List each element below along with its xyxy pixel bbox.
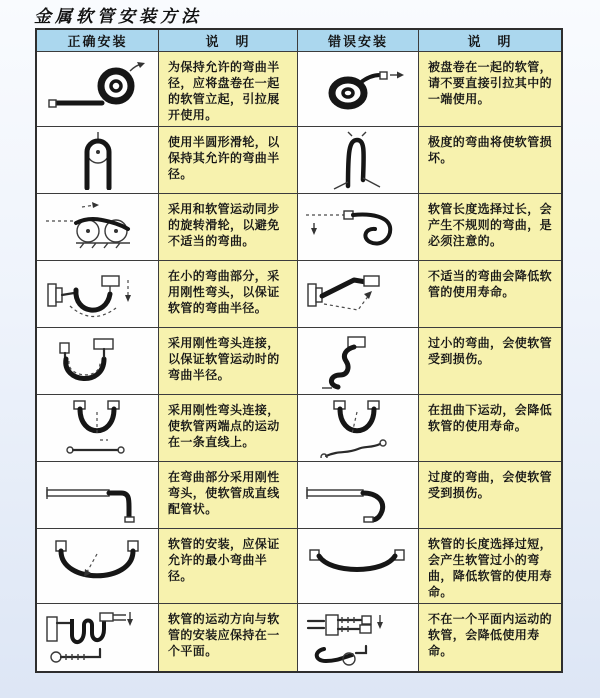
straight-pipe-rigid-elbow-icon	[42, 465, 154, 525]
synchronized-rollers-icon	[42, 197, 154, 257]
row-7-wrong-image	[298, 462, 419, 529]
hose-over-pulley-icon	[42, 130, 154, 190]
description-text: 采用和软管运动同步的旋转滑轮，以避免不适当的弯曲。	[168, 202, 280, 249]
description-text: 被盘卷在一起的软管，请不要直接引拉其中的一端使用。	[428, 60, 553, 107]
row-6-wrong-image	[298, 395, 419, 462]
row-6-correct-description	[159, 395, 298, 462]
out-of-plane-hose-icon	[302, 607, 414, 669]
row-5-correct-description	[159, 328, 298, 395]
row-3-correct-description	[159, 194, 298, 261]
description-text: 在小的弯曲部分，采用刚性弯头，以保证软管的弯曲半径。	[168, 269, 280, 316]
row-3-wrong-image	[298, 194, 419, 261]
header-correct-install	[37, 30, 159, 52]
row-8-wrong-image	[298, 529, 419, 604]
row-2-correct-description	[159, 127, 298, 194]
row-6-correct-image	[37, 395, 159, 462]
description-text: 使用半圆形滑轮，以保持其允许的弯曲半径。	[168, 135, 280, 182]
description-text: 采用刚性弯头连接，使软管两端点的运动在一条直线上。	[168, 402, 280, 450]
header-label: 说 明	[467, 34, 513, 49]
row-5-wrong-image	[298, 328, 419, 395]
standing-coil-hose-icon	[42, 59, 154, 119]
too-small-bend-s-hose-icon	[302, 331, 414, 391]
row-2-correct-image	[37, 127, 159, 194]
header-label: 说 明	[205, 34, 251, 49]
overlong-hose-loop-icon	[302, 197, 414, 257]
row-1-correct-description	[159, 52, 298, 127]
description-text: 软管的安装，应保证允许的最小弯曲半径。	[168, 536, 280, 583]
description-text: 软管的长度选择过短，会产生软管过小的弯曲，降低软管的使用寿命。	[428, 536, 553, 599]
row-3-correct-image	[37, 194, 159, 261]
row-9-correct-description	[159, 604, 298, 671]
overbent-pipe-end-icon	[302, 465, 414, 525]
row-9-wrong-image	[298, 604, 419, 671]
sharply-folded-hose-icon	[302, 130, 414, 190]
row-7-correct-description	[159, 462, 298, 529]
row-4-correct-image	[37, 261, 159, 328]
rigid-elbow-small-bend-icon	[42, 264, 154, 324]
header-label: 错误安装	[327, 34, 388, 49]
row-4-correct-description	[159, 261, 298, 328]
description-text: 不适当的弯曲会降低软管的使用寿命。	[428, 269, 553, 300]
row-5-wrong-description	[419, 328, 561, 395]
row-4-wrong-image	[298, 261, 419, 328]
row-7-correct-image	[37, 462, 159, 529]
row-8-correct-image	[37, 529, 159, 604]
row-1-correct-image	[37, 52, 159, 127]
header-label: 正确安装	[67, 34, 128, 49]
row-8-wrong-description	[419, 529, 561, 604]
description-text: 在弯曲部分采用刚性弯头，使软管成直线配管状。	[168, 469, 280, 517]
row-2-wrong-description	[419, 127, 561, 194]
row-5-correct-image	[37, 328, 159, 395]
row-1-wrong-description	[419, 52, 561, 127]
aligned-u-hose-icon	[42, 398, 154, 458]
description-text: 不在一个平面内运动的软管，会降低使用寿命。	[428, 612, 553, 659]
description-text: 采用刚性弯头连接，以保证软管运动时的弯曲半径。	[168, 336, 280, 383]
header-description-right	[419, 30, 561, 52]
row-7-wrong-description	[419, 462, 561, 529]
description-text: 为保持允许的弯曲半径，应将盘卷在一起的软管立起，引拉展开使用。	[168, 60, 280, 123]
row-2-wrong-image	[298, 127, 419, 194]
description-text: 过度的弯曲，会使软管受到损伤。	[428, 469, 553, 500]
row-6-wrong-description	[419, 395, 561, 462]
too-short-flat-hose-icon	[302, 536, 414, 596]
metal-hose-install-table	[35, 28, 563, 673]
row-9-correct-image	[37, 604, 159, 671]
pulled-coil-hose-icon	[302, 59, 414, 119]
header-description-left	[159, 30, 298, 52]
row-4-wrong-description	[419, 261, 561, 328]
description-text: 极度的弯曲将使软管损坏。	[428, 135, 553, 166]
rigid-elbow-u-hose-icon	[42, 331, 154, 391]
row-3-wrong-description	[419, 194, 561, 261]
twisted-u-hose-icon	[302, 398, 414, 458]
row-1-wrong-image	[298, 52, 419, 127]
header-wrong-install	[298, 30, 419, 52]
description-text: 过小的弯曲，会使软管受到损伤。	[428, 336, 553, 367]
minimum-bend-radius-u-icon	[42, 536, 154, 596]
row-9-wrong-description	[419, 604, 561, 671]
improper-sharp-bend-icon	[302, 264, 414, 324]
row-8-correct-description	[159, 529, 298, 604]
page-title: 金属软管安装方法	[34, 7, 202, 27]
description-text: 软管的运动方向与软管的安装应保持在一个平面。	[168, 612, 280, 659]
description-text: 软管长度选择过长，会产生不规则的弯曲，是必须注意的。	[428, 202, 553, 249]
single-plane-trap-hose-icon	[42, 607, 154, 669]
description-text: 在扭曲下运动，会降低软管的使用寿命。	[428, 402, 553, 434]
